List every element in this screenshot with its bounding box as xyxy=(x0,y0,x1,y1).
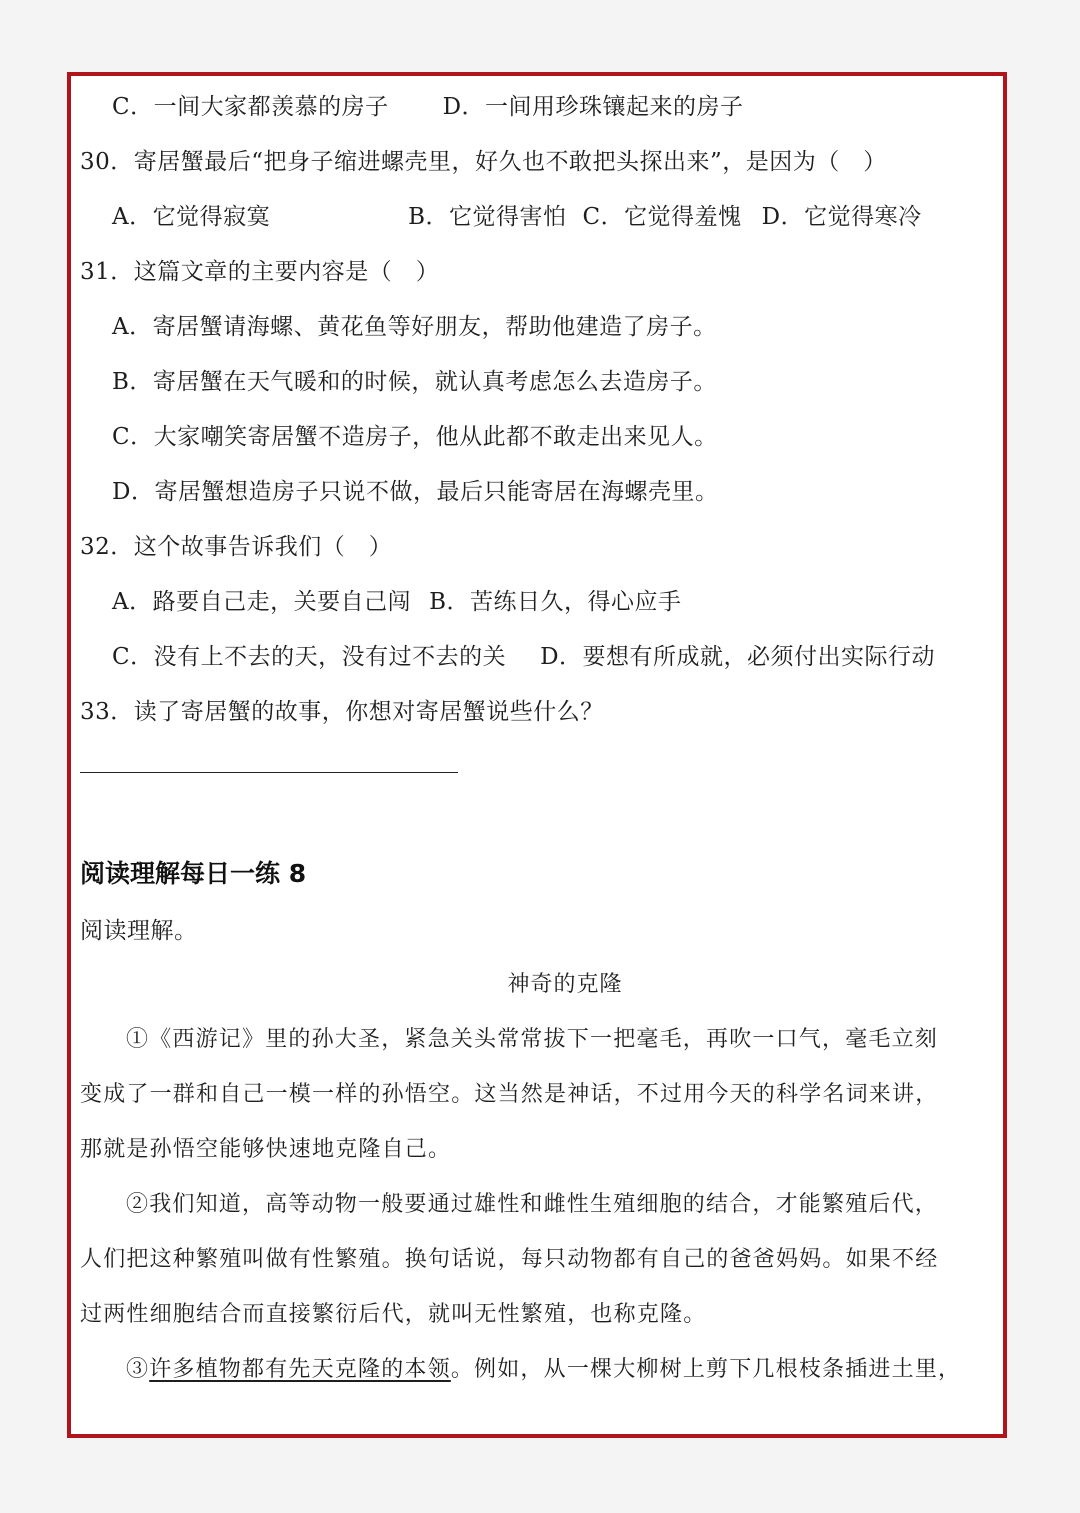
q33-stem: 33．读了寄居蟹的故事，你想对寄居蟹说些什么？ xyxy=(80,699,604,725)
q33-answer-line[interactable] xyxy=(80,772,458,773)
passage-p3-rest: 。例如，从一棵大柳树上剪下几根枝条插进土里， xyxy=(450,1357,962,1382)
q31-option-a[interactable]: A．寄居蟹请海螺、黄花鱼等好朋友，帮助他建造了房子。 xyxy=(112,314,717,340)
section-instruction: 阅读理解。 xyxy=(80,918,198,944)
passage-p3-line1 xyxy=(126,1353,1041,1387)
q31-option-d[interactable]: D．寄居蟹想造房子只说不做，最后只能寄居在海螺壳里。 xyxy=(112,479,719,505)
q29-option-c[interactable]: C．一间大家都羡慕的房子 xyxy=(112,94,389,120)
passage-p2-line1: ②我们知道，高等动物一般要通过雄性和雌性生殖细胞的结合，才能繁殖后代， xyxy=(126,1192,939,1217)
passage-p1-line1: ①《西游记》里的孙大圣，紧急关头常常拔下一把毫毛，再吹一口气，毫毛立刻 xyxy=(126,1027,939,1052)
q31-option-b[interactable]: B．寄居蟹在天气暖和的时候，就认真考虑怎么去造房子。 xyxy=(112,369,717,395)
q30-stem: 30．寄居蟹最后“把身子缩进螺壳里，好久也不敢把头探出来”，是因为（ ） xyxy=(80,149,887,175)
q32-options-row1 xyxy=(112,585,682,619)
passage-p1-line2: 变成了一群和自己一模一样的孙悟空。这当然是神话，不过用今天的科学名词来讲， xyxy=(80,1082,939,1107)
q32-stem: 32．这个故事告诉我们（ ） xyxy=(80,534,393,560)
q32-option-d[interactable]: D．要想有所成就，必须付出实际行动 xyxy=(540,644,936,670)
passage-p3-number: ③ xyxy=(126,1357,150,1382)
q32-option-b[interactable]: B．苦练日久，得心应手 xyxy=(429,589,682,615)
q32-options-row2 xyxy=(112,640,935,674)
q32-option-c[interactable]: C．没有上不去的天，没有过不去的关 xyxy=(112,644,507,670)
passage-p2-line3: 过两性细胞结合而直接繁衍后代，就叫无性繁殖，也称克隆。 xyxy=(80,1302,707,1327)
passage-p1-line3: 那就是孙悟空能够快速地克隆自己。 xyxy=(80,1137,452,1162)
section-title: 阅读理解每日一练 8 xyxy=(80,859,307,888)
q30-options xyxy=(112,200,922,234)
q30-option-c[interactable]: C．它觉得羞愧 xyxy=(582,204,742,230)
q29-options xyxy=(112,90,744,124)
passage-p3-underlined-sentence: 许多植物都有先天克隆的本领 xyxy=(149,1357,451,1382)
passage-p2-line2: 人们把这种繁殖叫做有性繁殖。换句话说，每只动物都有自己的爸爸妈妈。如果不经 xyxy=(80,1247,939,1272)
q29-option-d[interactable]: D．一间用珍珠镶起来的房子 xyxy=(442,94,744,120)
q30-option-d[interactable]: D．它觉得寒冷 xyxy=(761,204,922,230)
q31-stem: 31．这篇文章的主要内容是（ ） xyxy=(80,259,440,285)
q30-option-b[interactable]: B．它觉得害怕 xyxy=(408,204,567,230)
q32-option-a[interactable]: A．路要自己走，关要自己闯 xyxy=(112,589,412,615)
q30-option-a[interactable]: A．它觉得寂寞 xyxy=(112,204,271,230)
q31-option-c[interactable]: C．大家嘲笑寄居蟹不造房子，他从此都不敢走出来见人。 xyxy=(112,424,718,450)
passage-title: 神奇的克隆 xyxy=(507,972,623,997)
